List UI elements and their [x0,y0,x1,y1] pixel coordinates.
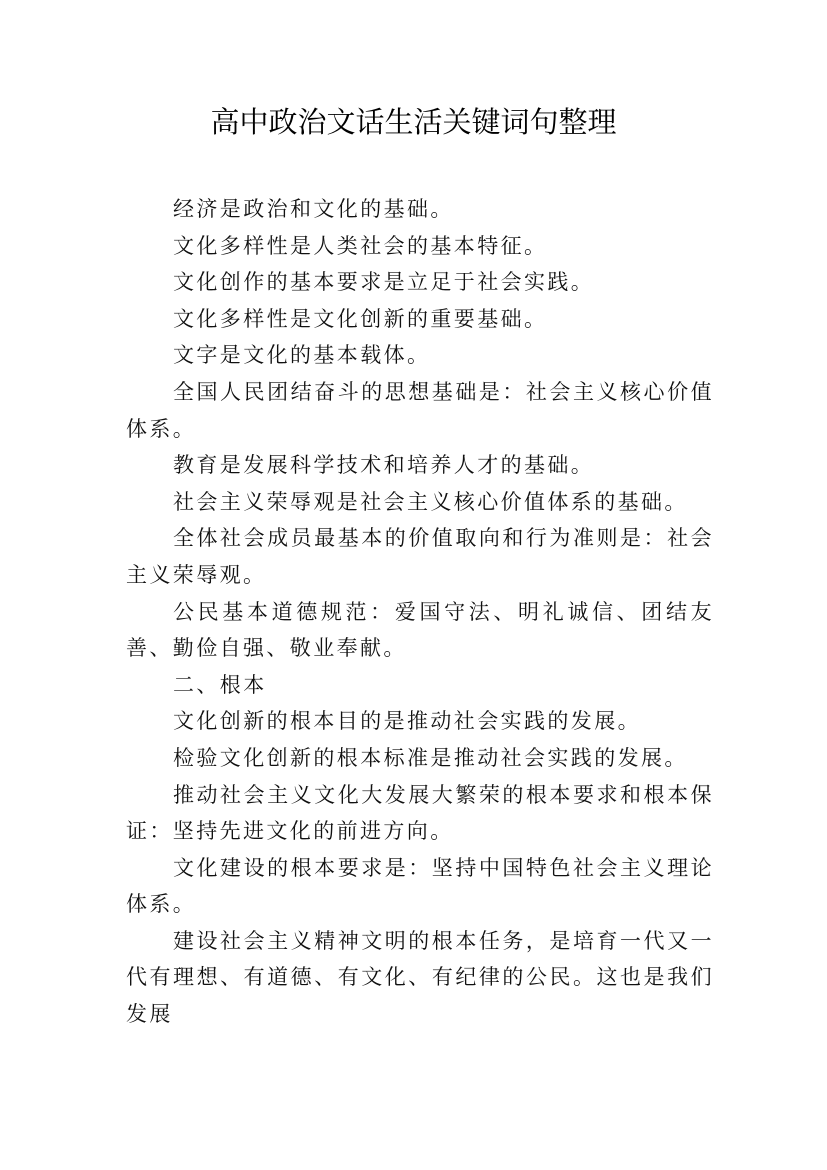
paragraph-writing-carrier: 文字是文化的基本载体。 [173,343,431,368]
paragraph-innovation-standard: 检验文化创新的根本标准是推动社会实践的发展。 [173,745,688,770]
paragraph-cultural-diversity-innovation: 文化多样性是文化创新的重要基础。 [173,306,548,331]
paragraph-cultural-diversity-feature: 文化多样性是人类社会的基本特征。 [173,233,548,258]
paragraph-cultural-prosperity-guarantee: 推动社会主义文化大发展大繁荣的根本要求和根本保证：坚持先进文化的前进方向。 [126,782,714,844]
paragraph-cultural-creation-requirement: 文化创作的基本要求是立足于社会实践。 [173,270,595,295]
section-heading-fundamental: 二、根本 [173,672,267,697]
paragraph-socialist-honor-basis: 社会主义荣辱观是社会主义核心价值体系的基础。 [173,489,688,514]
paragraph-moral-norms: 公民基本道德规范：爱国守法、明礼诚信、团结友善、勤俭自强、敬业奉献。 [126,599,714,661]
document-body [126,191,714,1033]
document-title: 高中政治文话生活关键词句整理 [210,105,617,139]
paragraph-education-basis: 教育是发展科学技术和培养人才的基础。 [173,453,595,478]
paragraph-economy-basis: 经济是政治和文化的基础。 [173,197,454,221]
paragraph-cultural-construction-requirement: 文化建设的根本要求是：坚持中国特色社会主义理论体系。 [126,855,714,917]
paragraph-value-orientation: 全体社会成员最基本的价值取向和行为准则是：社会主义荣辱观。 [126,526,714,587]
paragraph-spiritual-civilization-task: 建设社会主义精神文明的根本任务，是培育一代又一代有理想、有道德、有文化、有纪律的公民。这也是我们发展 [126,928,714,1027]
paragraph-innovation-purpose: 文化创新的根本目的是推动社会实践的发展。 [173,709,641,734]
paragraph-ideological-foundation: 全国人民团结奋斗的思想基础是：社会主义核心价值体系。 [126,379,714,441]
